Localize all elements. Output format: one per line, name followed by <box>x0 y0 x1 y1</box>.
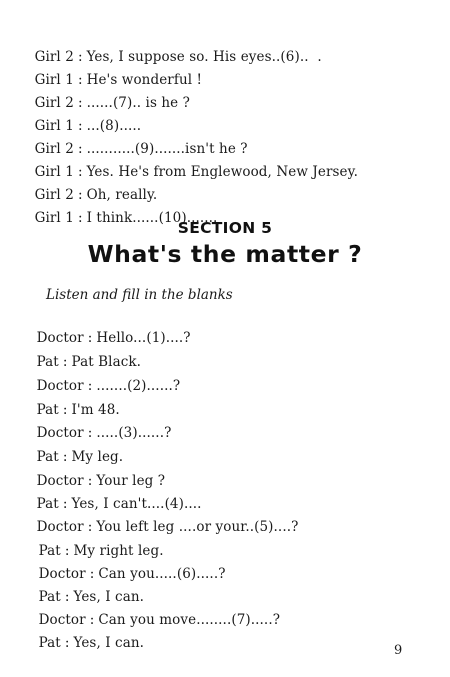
speaker-name: Girl 2 <box>34 95 74 111</box>
line-text: Pat Black. <box>71 354 142 370</box>
speaker-separator: : <box>89 566 95 582</box>
line-text: Can you move........(7).....? <box>98 612 281 628</box>
line-text: .......(2)......? <box>96 378 181 394</box>
speaker-name: Girl 2 <box>34 141 74 157</box>
speaker-separator: : <box>87 473 93 489</box>
line-text: Yes, I can. <box>73 635 145 651</box>
line-text: I think......(10)....... <box>86 210 218 226</box>
speaker-name: Girl 1 <box>34 72 74 88</box>
speaker-separator: : <box>77 164 83 180</box>
speaker-separator: : <box>87 425 93 441</box>
line-text: ...(8)..... <box>86 118 142 134</box>
speaker-separator: : <box>77 49 83 65</box>
speaker-separator: : <box>87 519 93 535</box>
speaker-separator: : <box>77 187 83 203</box>
speaker-name: Pat <box>38 543 61 559</box>
speaker-separator: : <box>64 543 70 559</box>
speaker-separator: : <box>89 612 95 628</box>
line-text: Your leg ? <box>96 473 166 489</box>
speaker-separator: : <box>62 402 68 418</box>
speaker-separator: : <box>64 635 70 651</box>
speaker-name: Pat <box>36 449 59 465</box>
line-text: ......(7).. is he ? <box>86 95 190 111</box>
speaker-name: Doctor <box>38 566 86 582</box>
speaker-name: Pat <box>38 635 61 651</box>
line-text: Hello...(1)....? <box>96 330 191 346</box>
line-text: .....(3)......? <box>96 425 172 441</box>
line-text: You left leg ....or your..(5)....? <box>96 519 299 535</box>
line-text: Oh, really. <box>86 187 158 203</box>
speaker-name: Girl 1 <box>34 210 74 226</box>
speaker-separator: : <box>77 118 83 134</box>
speaker-separator: : <box>77 95 83 111</box>
exercise-instruction: Listen and fill in the blanks <box>46 287 233 303</box>
speaker-name: Pat <box>36 402 59 418</box>
page-number: 9 <box>394 643 403 658</box>
section-title: What's the matter ? <box>87 240 363 268</box>
speaker-name: Girl 2 <box>34 187 74 203</box>
line-text: ...........(9).......isn't he ? <box>86 141 248 157</box>
speaker-name: Pat <box>36 496 59 512</box>
speaker-separator: : <box>64 589 70 605</box>
line-text: Yes, I can't....(4).... <box>71 496 202 512</box>
speaker-name: Girl 1 <box>34 164 74 180</box>
line-text: My right leg. <box>73 543 164 559</box>
speaker-separator: : <box>77 72 83 88</box>
speaker-separator: : <box>77 210 83 226</box>
line-text: My leg. <box>71 449 124 465</box>
speaker-separator: : <box>87 378 93 394</box>
speaker-separator: : <box>77 141 83 157</box>
speaker-separator: : <box>62 354 68 370</box>
speaker-name: Pat <box>38 589 61 605</box>
line-text: Can you.....(6).....? <box>98 566 226 582</box>
speaker-name: Doctor <box>38 612 86 628</box>
line-text: Yes. He's from Englewood, New Jersey. <box>86 164 358 180</box>
line-text: Yes, I can. <box>73 589 145 605</box>
line-text: He's wonderful ! <box>86 72 203 88</box>
speaker-name: Pat <box>36 354 59 370</box>
speaker-separator: : <box>62 496 68 512</box>
speaker-name: Doctor <box>36 330 84 346</box>
speaker-name: Doctor <box>36 425 84 441</box>
line-text: Yes, I suppose so. His eyes..(6).. . <box>86 49 322 65</box>
speaker-separator: : <box>62 449 68 465</box>
dialogue-line <box>21 618 144 669</box>
speaker-name: Girl 1 <box>34 118 74 134</box>
speaker-name: Doctor <box>36 378 84 394</box>
line-text: I'm 48. <box>71 402 120 418</box>
speaker-name: Girl 2 <box>34 49 74 65</box>
speaker-name: Doctor <box>36 519 84 535</box>
speaker-name: Doctor <box>36 473 84 489</box>
speaker-separator: : <box>87 330 93 346</box>
section-label: SECTION 5 <box>177 219 273 237</box>
